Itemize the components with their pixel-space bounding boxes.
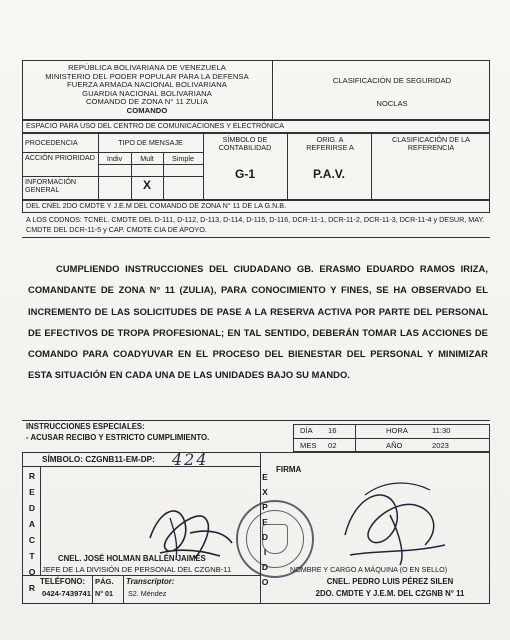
expedido-letter: D — [261, 532, 269, 542]
instructions-title: INSTRUCCIONES ESPECIALES: — [26, 422, 145, 431]
hora-value: 11:30 — [432, 426, 451, 435]
message-body: CUMPLIENDO INSTRUCCIONES DEL CIUDADANO GB. ERASMO EDUARDO RAMOS IRIZA, COMANDANTE DE ZONA N° 11 (ZULIA), PARA CONOCIMIENTO Y FINES, SE HA OBSERVADO EL INCREMENTO DE LAS SOLICITUDES DE PASE A LA RESERVA ACTIVA POR PARTE DEL PERSONAL DE EFECTIVOS DE TROPA PROFESIONAL; EN TAL SENTIDO, DEBERÁN TOMAR LAS ACCIONES DE COMANDO PARA COADYUVAR EN EL PROCESO DEL BIENESTAR DEL PERSONAL Y MINIMIZAR ESTA SITUACIÓN EN CADA UNA DE LAS UNIDADES BAJO SU MANDO. — [28, 263, 488, 381]
instructions-divider — [22, 420, 490, 421]
instructions-item: - ACUSAR RECIBO Y ESTRICTO CUMPLIMIENTO. — [26, 433, 210, 442]
security-classification-value: NOCLAS — [376, 99, 408, 108]
mult-label: Mult — [140, 154, 154, 163]
simbolo-label: SÍMBOLO: CZGNB11-EM-DP: — [42, 455, 155, 464]
expedido-letter: E — [262, 472, 268, 482]
redactor-letter: O — [28, 567, 36, 577]
redactor-letter: A — [28, 519, 36, 529]
procedencia-label: PROCEDENCIA — [25, 138, 78, 147]
clasif-referencia-label: CLASIFICACIÓN DE LA REFERENCIA — [392, 135, 470, 152]
redactor-letter: E — [29, 487, 35, 497]
left-signer-title: JEFE DE LA DIVISIÓN DE PERSONAL DEL CZGNB-11 — [42, 565, 232, 574]
mes-label: MES — [300, 441, 317, 450]
footer-line — [92, 575, 93, 604]
recipients-divider — [22, 237, 490, 238]
grid-line — [355, 424, 356, 452]
org-line: COMANDO DE ZONA N° 11 ZULIA — [85, 97, 209, 107]
footer-divider — [22, 575, 260, 576]
redactor-letter: T — [29, 551, 35, 561]
simbolo-value: G-1 — [234, 167, 255, 181]
official-seal-emblem — [262, 524, 288, 554]
ano-value: 2023 — [432, 441, 449, 450]
grid-line — [371, 133, 372, 200]
nombre-cargo-label: NOMBRE Y CARGO A MÁQUINA (O EN SELLO) — [290, 565, 448, 574]
dia-label: DÍA — [300, 426, 313, 435]
hora-label: HORA — [386, 426, 408, 435]
dia-value: 16 — [328, 426, 337, 435]
transcriptor-value: S2. Méndez — [128, 589, 167, 598]
pag-label: PÁG. — [95, 577, 114, 586]
organization-block — [22, 62, 272, 120]
grid-line — [98, 164, 203, 165]
expedido-letter: P — [262, 502, 268, 512]
expedido-letter: I — [263, 547, 267, 557]
accion-prioridad-label: ACCIÓN PRIORIDAD — [25, 153, 95, 162]
tipo-mensaje-label: TIPO DE MENSAJE — [118, 138, 183, 147]
expedido-letter: X — [262, 487, 268, 497]
security-classification-label: CLASIFICACIÓN DE SEGURIDAD — [332, 76, 452, 85]
expedido-letter: D — [261, 562, 269, 572]
comms-space-label: ESPACIO PARA USO DEL CENTRO DE COMUNICACIONES Y ELECTRÓNICA — [26, 121, 284, 130]
informacion-general-label: INFORMACIÓN GENERAL — [25, 177, 77, 194]
right-signature — [330, 475, 460, 570]
mes-value: 02 — [328, 441, 337, 450]
redactor-divider — [40, 467, 41, 575]
expedido-letter: O — [261, 577, 269, 587]
org-line: FUERZA ARMADA NACIONAL BOLIVARIANA — [67, 80, 227, 90]
redactor-letter: R — [28, 471, 36, 481]
redactor-letter: C — [28, 535, 36, 545]
ano-label: AÑO — [386, 441, 403, 450]
redactor-letter: R — [28, 583, 36, 593]
indiv-label: Indiv — [106, 154, 123, 163]
footer-line — [123, 575, 124, 604]
simple-label: Simple — [172, 154, 194, 163]
right-signer-title: 2DO. CMDTE Y J.E.M. DEL CZGNB N° 11 — [315, 589, 465, 598]
orig-referirse-label: ORIG. A REFERIRSE A — [306, 135, 354, 152]
grid-line — [293, 438, 490, 439]
org-command: COMANDO — [126, 105, 168, 115]
orig-value: P.A.V. — [312, 167, 346, 181]
firma-label: FIRMA — [276, 465, 302, 474]
org-line: GUARDIA NACIONAL BOLIVARIANA — [82, 88, 212, 98]
org-line: REPÚBLICA BOLIVARIANA DE VENEZUELA — [68, 63, 226, 72]
right-signer-name: CNEL. PEDRO LUIS PÉREZ SILEN — [326, 577, 454, 586]
redactor-letter: D — [28, 503, 36, 513]
mult-mark: X — [142, 178, 151, 192]
simbolo-contabilidad-label: SÍMBOLO DE CONTABILIDAD — [218, 135, 272, 152]
org-line: MINISTERIO DEL PODER POPULAR PARA LA DEFENSA — [45, 71, 249, 81]
telefono-label: TELÉFONO: — [40, 577, 86, 586]
expedido-letter: E — [262, 517, 268, 527]
redactor-label — [27, 468, 37, 596]
transcriptor-label: Transcriptor: — [126, 577, 175, 586]
handwritten-number: 424 — [172, 450, 209, 469]
recipients-line: A LOS CDDNOS: TCNEL. CMDTE DEL D-111, D-112, D-113, D-114, D-115, D-116, DCR-11-1, DCR-11-2, DCR-11-3, DCR-11-4 y DESUR, MAY. CMDTE DEL DCR-11-5 y CAP. CMDTE CIA DE APOYO. — [26, 215, 485, 234]
header-divider — [272, 60, 273, 120]
left-signer-name: CNEL. JOSÉ HOLMAN BALLÉN JAIMES — [58, 554, 206, 563]
telefono-value: 0424-7439741 — [42, 589, 91, 598]
del-line: DEL CNEL 2DO CMDTE Y J.E.M DEL COMANDO DE ZONA N° 11 DE LA G.N.B. — [26, 201, 287, 210]
pag-value: N° 01 — [95, 589, 114, 598]
